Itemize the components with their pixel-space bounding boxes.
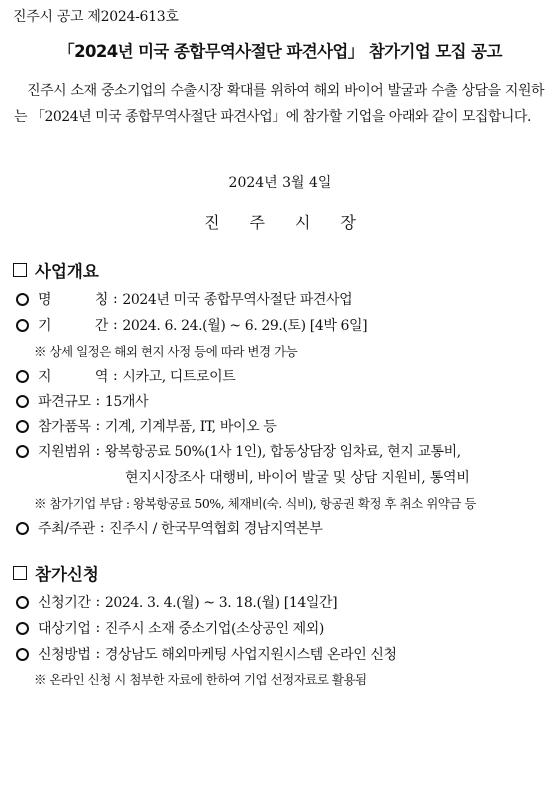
section-heading-overview	[13, 258, 99, 282]
item-key: 참가품목	[38, 419, 91, 435]
item-name: 명 칭 : 2024년 미국 종합무역사절단 파견사업	[16, 289, 352, 309]
circle-bullet-icon	[16, 395, 29, 408]
item-value: 15개사	[104, 394, 149, 410]
circle-bullet-icon	[16, 319, 29, 332]
circle-bullet-icon	[16, 445, 29, 458]
circle-bullet-icon	[16, 522, 29, 535]
intro-paragraph	[14, 78, 544, 130]
item-key	[38, 315, 108, 335]
key-char: 명	[38, 292, 52, 308]
section-heading-application	[13, 561, 99, 585]
item-key: 파견규모	[38, 394, 91, 410]
notice-date: 2024년 3월 4일	[228, 175, 332, 191]
circle-bullet-icon	[16, 622, 29, 635]
item-value: 2024. 6. 24.(월) ~ 6. 29.(토) [4박 6일]	[122, 318, 368, 334]
item-target: 대상기업 : 진주시 소재 중소기업(소상공인 제외)	[16, 618, 324, 638]
item-value: 진주시 소재 중소기업(소상공인 제외)	[104, 621, 324, 637]
document-title: 「2024년 미국 종합무역사절단 파견사업」 참가기업 모집 공고	[58, 42, 502, 61]
item-value: 2024. 3. 4.(월) ~ 3. 18.(월) [14일간]	[104, 595, 338, 611]
circle-bullet-icon	[16, 370, 29, 383]
method-note: ※ 온라인 신청 시 첨부한 자료에 한하여 기업 선정자료로 활용됨	[34, 672, 367, 687]
item-value: 경상남도 해외마케팅 사업지원시스템 온라인 신청	[104, 647, 397, 663]
support-note: ※ 참가기업 부담 : 왕복항공료 50%, 체재비(숙. 식비), 항공권 확정 후 취소 위약금 등	[34, 496, 476, 511]
circle-bullet-icon	[16, 420, 29, 433]
issuer-char: 진	[204, 213, 220, 232]
item-value: 왕복항공료 50%(1사 1인), 합동상담장 임차료, 현지 교통비,	[104, 444, 461, 460]
item-key: 신청방법	[38, 647, 91, 663]
item-apply-period: 신청기간 : 2024. 3. 4.(월) ~ 3. 18.(월) [14일간]	[16, 592, 337, 612]
item-host: 주최/주관 : 진주시 / 한국무역협회 경남지역본부	[16, 518, 322, 538]
key-char: 지	[38, 369, 52, 385]
item-scale: 파견규모 : 15개사	[16, 391, 148, 411]
section-heading-text: 사업개요	[35, 262, 99, 281]
issuer-name	[0, 210, 560, 233]
item-value: 기계, 기계부품, IT, 바이오 등	[104, 419, 277, 435]
item-key: 주최/주관	[38, 521, 95, 537]
item-region: 지 역 : 시카고, 디트로이트	[16, 366, 235, 386]
issuer-char: 주	[249, 213, 265, 232]
item-value: 진주시 / 한국무역협회 경남지역본부	[109, 521, 323, 537]
issuer-char: 장	[340, 213, 356, 232]
key-char: 역	[94, 369, 108, 385]
item-products: 참가품목 : 기계, 기계부품, IT, 바이오 등	[16, 416, 276, 436]
key-char: 간	[94, 318, 108, 334]
item-method: 신청방법 : 경상남도 해외마케팅 사업지원시스템 온라인 신청	[16, 644, 397, 664]
issuer-char: 시	[295, 213, 311, 232]
item-key	[38, 366, 108, 386]
item-key	[38, 289, 108, 309]
item-value: 2024년 미국 종합무역사절단 파견사업	[122, 292, 353, 308]
period-note: ※ 상세 일정은 해외 현지 사정 등에 따라 변경 가능	[34, 344, 298, 359]
item-key: 신청기간	[38, 595, 91, 611]
square-bullet-icon	[13, 566, 27, 580]
key-char: 기	[38, 318, 52, 334]
item-value: 시카고, 디트로이트	[122, 369, 236, 385]
circle-bullet-icon	[16, 293, 29, 306]
item-support: 지원범위 : 왕복항공료 50%(1사 1인), 합동상담장 임차료, 현지 교통비,	[16, 441, 461, 461]
intro-text: 진주시 소재 중소기업의 수출시장 확대를 위하여 해외 바이어 발굴과 수출 상담을 지원하는 「2024년 미국 종합무역사절단 파견사업」에 참가할 기업을 아래와 같이 모집합니다.	[14, 83, 544, 125]
notice-number: 진주시 공고 제2024-613호	[13, 9, 179, 25]
support-value-continued: 현지시장조사 대행비, 바이어 발굴 및 상담 지원비, 통역비	[125, 470, 470, 486]
section-heading-text: 참가신청	[35, 565, 99, 584]
square-bullet-icon	[13, 263, 27, 277]
item-key: 대상기업	[38, 621, 91, 637]
item-period: 기 간 : 2024. 6. 24.(월) ~ 6. 29.(토) [4박 6일]	[16, 315, 367, 335]
item-key: 지원범위	[38, 444, 91, 460]
key-char: 칭	[94, 292, 108, 308]
circle-bullet-icon	[16, 596, 29, 609]
circle-bullet-icon	[16, 648, 29, 661]
